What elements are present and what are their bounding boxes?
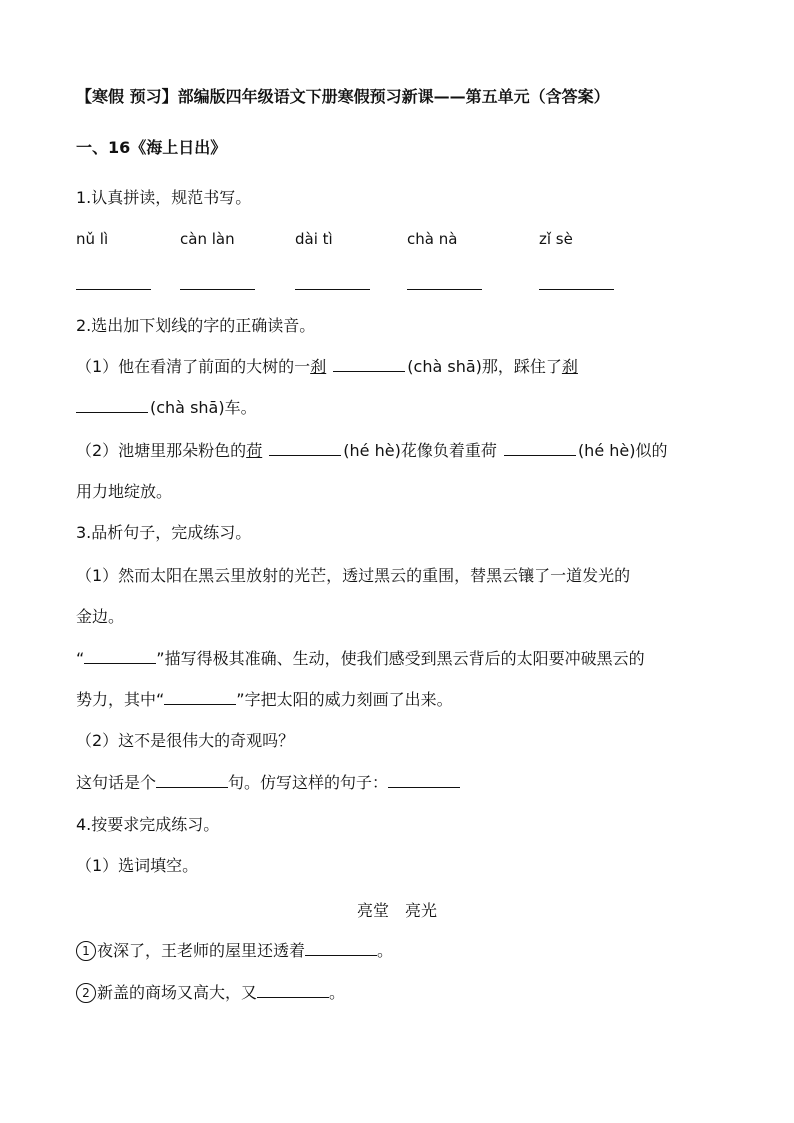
question-4-part-1: （1）选词填空。 <box>76 856 199 875</box>
answer-blank[interactable] <box>257 982 329 998</box>
text: (chà shā)车。 <box>150 398 257 417</box>
answer-blank[interactable] <box>76 289 151 290</box>
answer-blank[interactable] <box>504 440 576 456</box>
answer-blank[interactable] <box>388 772 460 788</box>
answer-blank[interactable] <box>76 397 148 413</box>
question-3-part-1: （1）然而太阳在黑云里放射的光芒，透过黑云的重围，替黑云镶了一道发光的 <box>76 566 631 585</box>
question-1-stem: 1.认真拼读，规范书写。 <box>76 188 252 207</box>
answer-blank[interactable] <box>180 289 255 290</box>
pinyin-item: chà nà <box>407 230 458 248</box>
question-3-stem: 3.品析句子，完成练习。 <box>76 523 252 542</box>
text: （1）他在看清了前面的大树的一 <box>76 357 311 376</box>
answer-blank[interactable] <box>84 648 156 664</box>
pinyin-item: dài tì <box>295 230 333 248</box>
text: 这句话是个 <box>76 773 157 792</box>
answer-blank[interactable] <box>295 289 370 290</box>
text: 。 <box>329 983 346 1002</box>
pinyin-item: càn làn <box>180 230 235 248</box>
fill-item-1 <box>76 940 393 962</box>
text: 。 <box>377 941 394 960</box>
circled-number: 2 <box>76 983 96 1003</box>
text: 句。仿写这样的句子： <box>228 773 389 792</box>
question-2-stem: 2.选出加下划线的字的正确读音。 <box>76 316 316 335</box>
text: （2）池塘里那朵粉色的 <box>76 441 247 460</box>
pinyin-item: zǐ sè <box>539 230 573 248</box>
question-3-part-1-cont: 金边。 <box>76 607 125 626</box>
question-3-part-1-q-cont <box>76 689 453 711</box>
question-2-part-2-cont: 用力地绽放。 <box>76 482 173 501</box>
question-2-part-1 <box>76 356 578 378</box>
text: 势力，其中“ <box>76 690 165 709</box>
word-choices: 亮堂 亮光 <box>356 901 437 920</box>
answer-blank[interactable] <box>333 356 405 372</box>
question-4-stem: 4.按要求完成练习。 <box>76 815 220 834</box>
underlined-char: 刹 <box>561 357 578 376</box>
answer-blank[interactable] <box>164 689 236 705</box>
answer-blank[interactable] <box>305 940 377 956</box>
underlined-char: 刹 <box>310 357 327 376</box>
text: ”字把太阳的威力刻画了出来。 <box>236 690 453 709</box>
text: ”描写得极其准确、生动，使我们感受到黑云背后的太阳要冲破黑云的 <box>156 649 645 668</box>
text: “ <box>76 649 85 668</box>
section-heading: 一、16《海上日出》 <box>76 138 227 157</box>
question-2-part-1-cont <box>76 397 257 419</box>
text: (hé hè)似的 <box>577 441 668 460</box>
question-2-part-2 <box>76 440 667 462</box>
text: 夜深了，王老师的屋里还透着 <box>97 941 306 960</box>
answer-blank[interactable] <box>407 289 482 290</box>
text: (hé hè)花像负着重荷 <box>343 441 497 460</box>
question-3-part-2-task <box>76 772 460 794</box>
circled-number: 1 <box>76 941 96 961</box>
document-title: 【寒假 预习】部编版四年级语文下册寒假预习新课——第五单元（含答案） <box>76 87 610 106</box>
text: 新盖的商场又高大，又 <box>97 983 258 1002</box>
answer-blank[interactable] <box>539 289 614 290</box>
text: (chà shā)那，踩住了 <box>407 357 562 376</box>
question-3-part-1-q <box>76 648 645 670</box>
fill-item-2 <box>76 982 345 1004</box>
pinyin-item: nǔ lì <box>76 230 109 248</box>
answer-blank[interactable] <box>156 772 228 788</box>
underlined-char: 荷 <box>246 441 263 460</box>
answer-blank[interactable] <box>269 440 341 456</box>
question-3-part-2: （2）这不是很伟大的奇观吗？ <box>76 731 295 750</box>
